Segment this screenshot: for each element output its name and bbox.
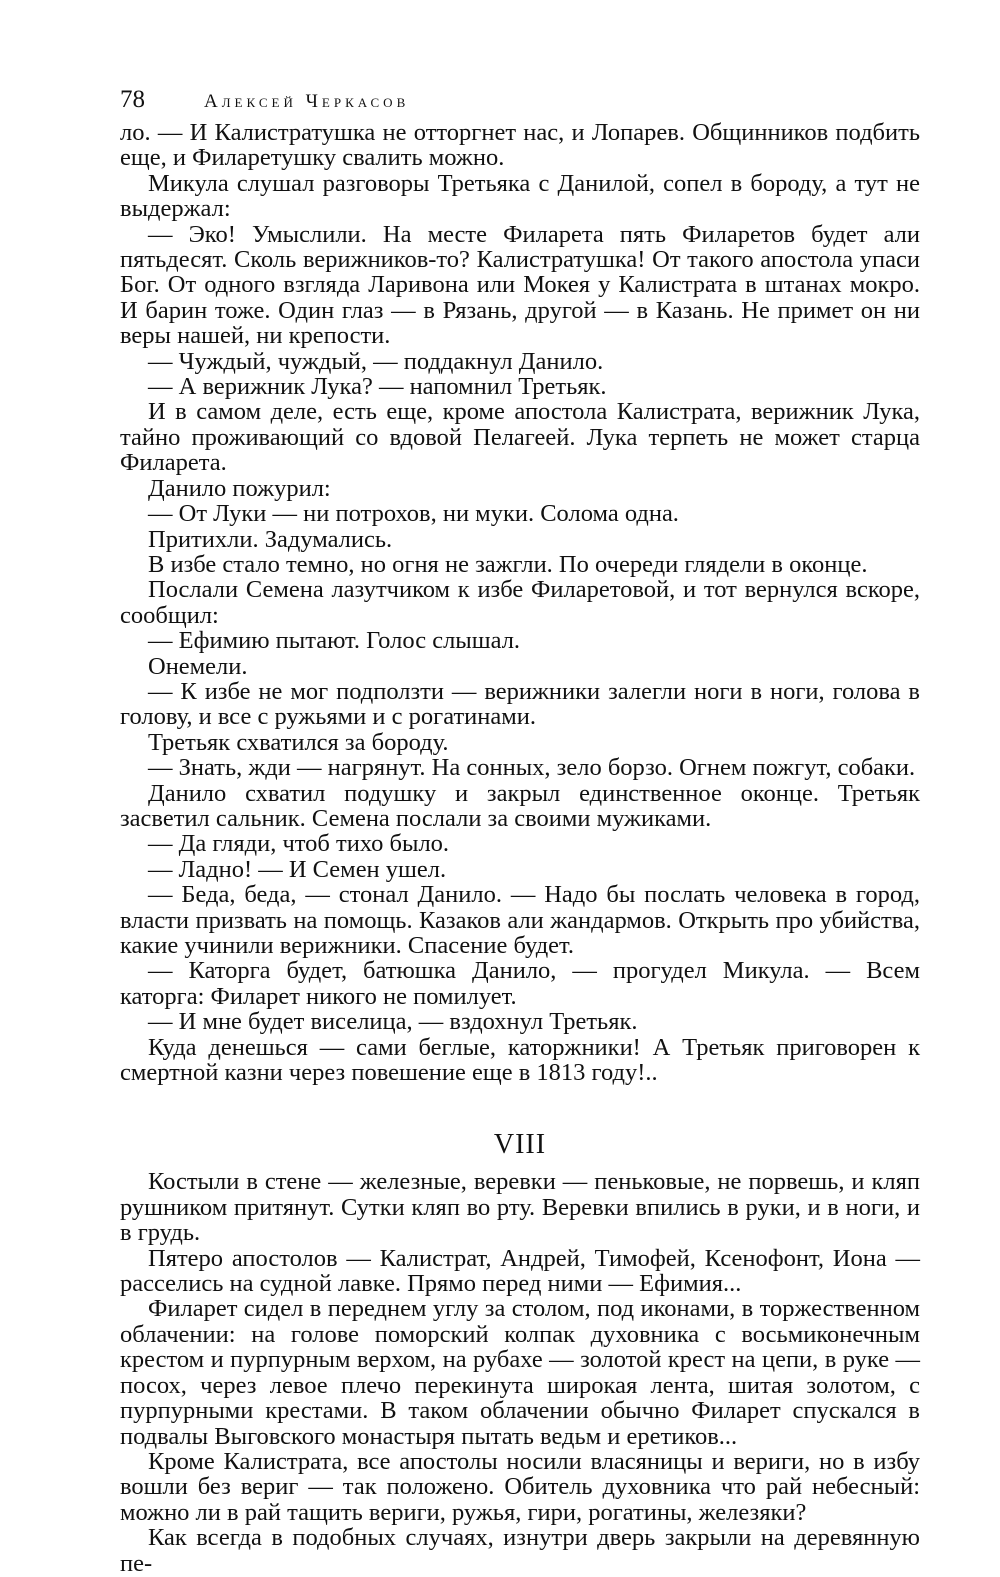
- paragraph: — Ефимию пытают. Голос слышал.: [148, 627, 521, 655]
- paragraph: Костыли в стене — железные, веревки — пеньковые, не порвешь, и кляп рушником притянут. Сутки кляп во рту. Веревки впились в руки, и в ноги, и в грудь.: [120, 1168, 920, 1247]
- paragraph: Филарет сидел в переднем углу за столом, под иконами, в торжественном облачении: на голове поморский колпак духовника с восьмиконечным крестом и пурпурным верхом, на рубахе — золотой крест на цепи, в руке — посох, через левое плечо перекинута широкая лента, шитая золотом, с пурпурными крестами. В таком облачении обычно Филарет спускался в подвалы Выговского монастыря пытать ведьм и еретиков...: [120, 1295, 920, 1450]
- book-page: [120, 80, 920, 1576]
- paragraph: В избе стало темно, но огня не зажгли. По очереди глядели в оконце.: [148, 550, 868, 578]
- paragraph: Куда денешься — сами беглые, каторжники! А Третьяк приговорен к смертной казни через повешение еще в 1813 году!..: [120, 1033, 920, 1087]
- running-head: [120, 80, 920, 120]
- section-text-2: [120, 1169, 920, 1576]
- paragraph: Онемели.: [148, 652, 248, 680]
- paragraph: — К избе не мог подползти — верижники залегли ноги в ноги, голова в голову, и все с ружьями и с рогатинами.: [120, 677, 920, 731]
- paragraph: — Каторга будет, батюшка Данило, — прогудел Микула. — Всем каторга: Филарет никого не помилует.: [120, 957, 920, 1010]
- paragraph: Пятеро апостолов — Калистрат, Андрей, Тимофей, Ксенофонт, Иона — расселись на судной лавке. Прямо перед ними — Ефимия...: [120, 1244, 920, 1298]
- paragraph: — Да гляди, чтоб тихо было.: [148, 830, 450, 858]
- paragraph: Данило схватил подушку и закрыл единственное оконце. Третьяк засветил сальник. Семена послали за своими мужиками.: [120, 779, 920, 832]
- paragraph: — И мне будет виселица, — вздохнул Третьяк.: [148, 1008, 638, 1036]
- paragraph: Послали Семена лазутчиком к избе Филаретовой, и тот вернулся вскоре, сообщил:: [120, 576, 920, 629]
- paragraph: — От Луки — ни потрохов, ни муки. Солома одна.: [148, 500, 679, 528]
- paragraph: — Беда, беда, — стонал Данило. — Надо бы послать человека в город, власти призвать на помощь. Казаков али жандармов. Открыть про убийства, какие учинили верижники. Спасение будет.: [120, 881, 920, 959]
- paragraph: Данило пожурил:: [148, 474, 331, 502]
- paragraph: — Ладно! — И Семен ушел.: [148, 855, 447, 883]
- paragraph: Микула слушал разговоры Третьяка с Данилой, сопел в бороду, а тут не выдержал:: [120, 169, 920, 223]
- chapter-heading: VIII: [493, 1129, 547, 1161]
- paragraph: — Чуждый, чуждый, — поддакнул Данило.: [148, 347, 604, 375]
- running-head-title: Алексей Черкасов: [204, 91, 410, 112]
- paragraph: — А верижник Лука? — напомнил Третьяк.: [148, 373, 607, 401]
- paragraph: Как всегда в подобных случаях, изнутри дверь закрыли на деревянную пе-: [120, 1524, 920, 1577]
- section-text-1: [120, 120, 920, 1085]
- paragraph: Притихли. Задумались.: [148, 525, 393, 553]
- paragraph: — Знать, жди — нагрянут. На сонных, зело борзо. Огнем пожгут, собаки.: [148, 754, 916, 782]
- paragraph: ло. — И Калистратушка не отторгнет нас, и Лопарев. Общинников подбить еще, и Филаретушку свалить можно.: [120, 119, 920, 172]
- page-number: 78: [120, 86, 145, 113]
- paragraph: Третьяк схватился за бороду.: [148, 728, 449, 756]
- paragraph: И в самом деле, есть еще, кроме апостола Калистрата, верижник Лука, тайно проживающий со вдовой Пелагеей. Лука терпеть не может старца Филарета.: [120, 398, 920, 477]
- paragraph: — Эко! Умыслили. На месте Филарета пять Филаретов будет али пятьдесят. Сколь верижников-то? Калистратушка! От такого апостола упаси Бог. От одного взгляда Ларивона или Мокея у Калистрата в штанах мокро. И барин тоже. Один глаз — в Рязань, другой — в Казань. Не примет он ни веры нашей, ни крепости.: [120, 220, 920, 350]
- paragraph: Кроме Калистрата, все апостолы носили власяницы и вериги, но в избу вошли без вериг — так положено. Обитель духовника что рай небесный: можно ли в рай тащить вериги, ружья, гири, рогатины, железяки?: [120, 1447, 920, 1526]
